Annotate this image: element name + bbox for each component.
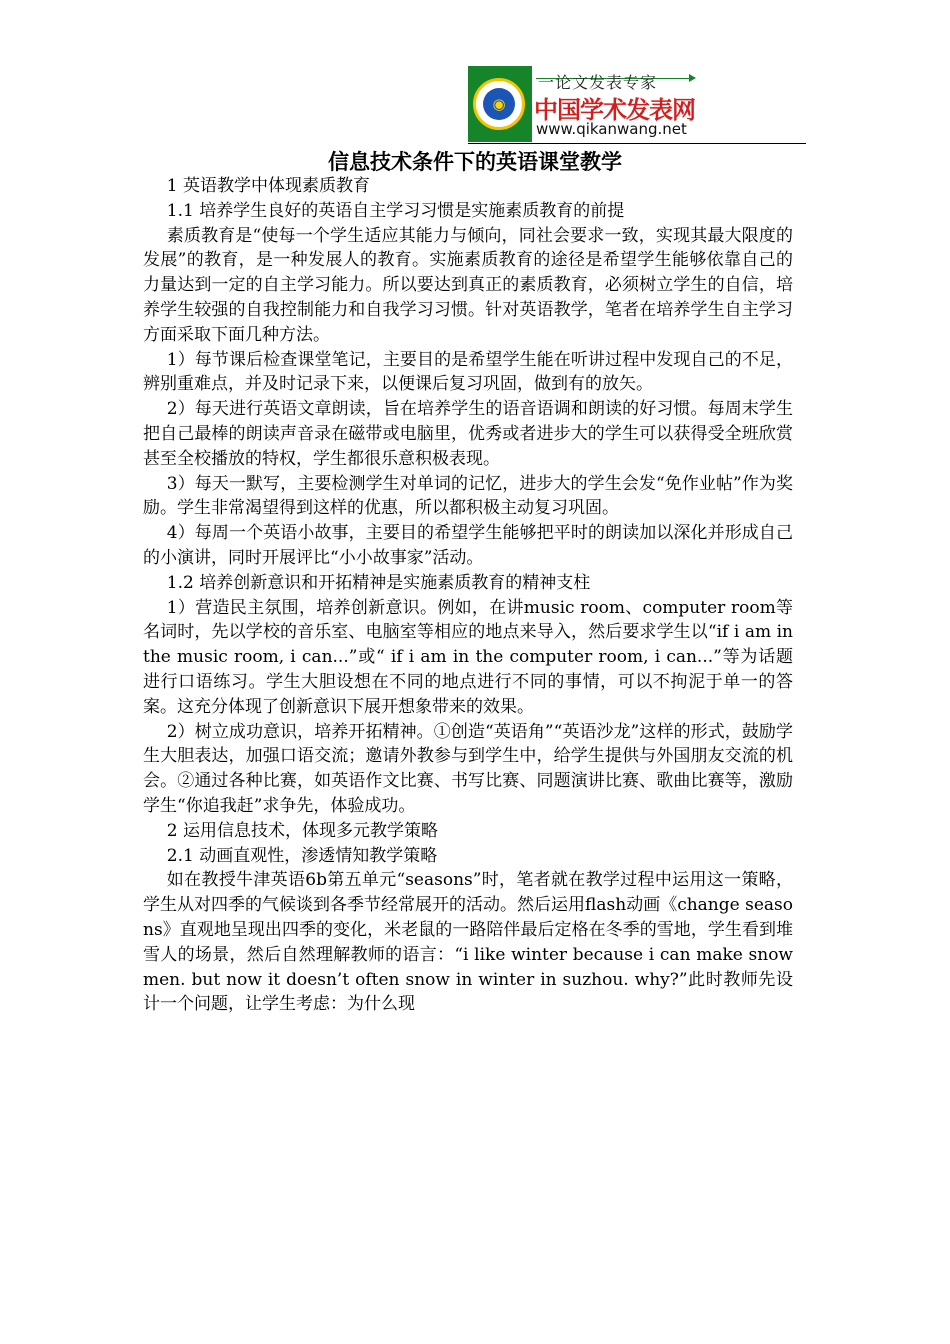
header-divider	[468, 143, 806, 144]
subsection-heading-1-2: 1.2 培养创新意识和开拓精神是实施素质教育的精神支柱	[166, 572, 591, 593]
article-body	[143, 174, 793, 1017]
paragraph: 1）营造民主氛围，培养创新意识。例如，在讲music room、computer room等名词时，先以学校的音乐室、电脑室等相应的地点来导入，然后要求学生以“if i am in the music room, i can...”或“ if i am in the computer room, i can...”等为话题进行口语练习。学生大胆设想在不同的地点进行不同的事情，可以不拘泥于单一的答案。这充分体现了创新意识下展开想象带来的效果。	[143, 597, 793, 717]
site-logo[interactable]	[468, 66, 698, 142]
paragraph: 1）每节课后检查课堂笔记，主要目的是希望学生能在听讲过程中发现自己的不足，辨别重难点，并及时记录下来，以便课后复习巩固，做到有的放矢。	[143, 349, 793, 395]
subsection-heading-1-1: 1.1 培养学生良好的英语自主学习习惯是实施素质教育的前提	[166, 200, 625, 221]
logo-url: www.qikanwang.net	[536, 120, 687, 138]
paragraph: 素质教育是“使每一个学生适应其能力与倾向，同社会要求一致，实现其最大限度的发展”的教育，是一种发展人的教育。实施素质教育的途径是希望学生能够依靠自己的力量达到一定的自主学习能力。所以要达到真正的素质教育，必须树立学生的自信，培养学生较强的自我控制能力和自我学习习惯。针对英语教学，笔者在培养学生自主学习方面采取下面几种方法。	[143, 225, 793, 345]
paragraph: 3）每天一默写，主要检测学生对单词的记忆，进步大的学生会发“免作业帖”作为奖励。学生非常渴望得到这样的优惠，所以都积极主动复习巩固。	[143, 473, 793, 519]
paragraph: 4）每周一个英语小故事，主要目的希望学生能够把平时的朗读加以深化并形成自己的小演讲，同时开展评比“小小故事家”活动。	[143, 523, 793, 568]
paragraph: 如在教授牛津英语6b第五单元“seasons”时，笔者就在教学过程中运用这一策略，学生从对四季的气候谈到各季节经常展开的活动。然后运用flash动画《change seasons》直观地呈现出四季的变化，米老鼠的一路陪伴最后定格在冬季的雪地，学生看到堆雪人的场景，然后自然理解教师的语言：“i like winter because i can make snowmen. but now it doesn’t often snow in winter in suzhou. why?”此时教师先设计一个问题，让学生考虑：为什么现	[143, 870, 793, 1015]
section-heading-1: 1 英语教学中体现素质教育	[166, 176, 371, 196]
logo-name: 中国学术发表网	[534, 96, 695, 124]
logo-text-block	[532, 66, 698, 142]
logo-tagline: 一论文发表专家	[538, 73, 658, 92]
section-heading-2: 2 运用信息技术，体现多元教学策略	[166, 820, 439, 841]
seal-emblem-icon: ◉	[468, 66, 532, 142]
article-title: 信息技术条件下的英语课堂教学	[328, 150, 622, 174]
subsection-heading-2-1: 2.1 动画直观性，渗透情知教学策略	[166, 845, 438, 866]
paragraph: 2）树立成功意识，培养开拓精神。①创造“英语角”“英语沙龙”这样的形式，鼓励学生大胆表达，加强口语交流；邀请外教参与到学生中，给学生提供与外国朋友交流的机会。②通过各种比赛，如英语作文比赛、书写比赛、同题演讲比赛、歌曲比赛等，激励学生“你追我赶”求争先，体验成功。	[143, 721, 793, 816]
paragraph: 2）每天进行英语文章朗读，旨在培养学生的语音语调和朗读的好习惯。每周末学生把自己最棒的朗读声音录在磁带或电脑里，优秀或者进步大的学生可以获得受全班欣赏甚至全校播放的特权，学生都很乐意积极表现。	[143, 399, 793, 469]
